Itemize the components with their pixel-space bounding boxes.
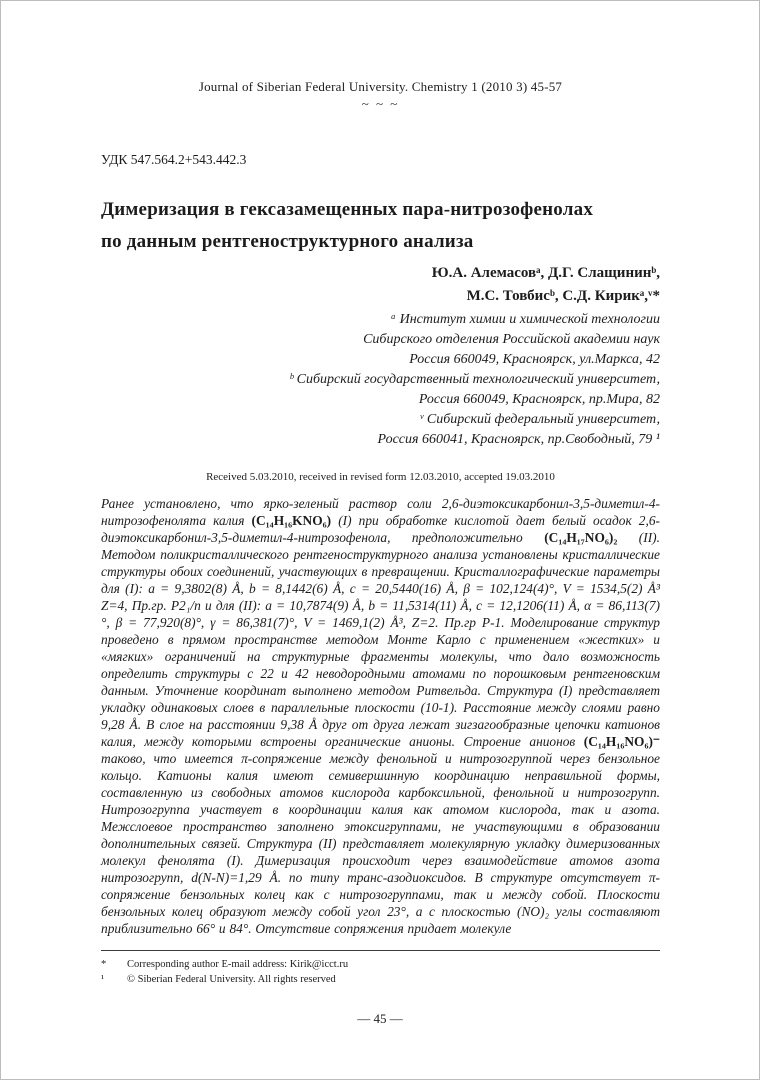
affiliations-block [101, 310, 660, 450]
footnote-corresponding-author [101, 957, 660, 972]
chemical-formula: (C₁₄H₁₇NO₆)₂ [544, 530, 618, 545]
affiliation-line: Сибирского отделения Российской академии наук [363, 332, 660, 347]
affiliation-line: ᵃ Институт химии и химической технологии [390, 312, 660, 327]
authors-line-1: Ю.А. Алемасовᵃ, Д.Г. Слащининᵇ, [431, 265, 660, 281]
journal-header-line: Journal of Siberian Federal University. Chemistry 1 (2010 3) 45-57 [198, 79, 563, 94]
footnote-block [101, 950, 660, 987]
chemical-formula: (C₁₄H₁₆NO₆)⁻ [583, 734, 660, 749]
abstract-text-segment: Ранее установлено, что ярко-зеленый раствор соли 2,6-диэтоксикарбонил-3,5-диметил-4-нитрозофенолята калия [101, 496, 660, 528]
footnote-marker: ¹ [101, 974, 105, 985]
footnote-copyright [101, 972, 660, 987]
paper-title [101, 194, 660, 258]
abstract-text-segment: (I) при обработке кислотой дает белый осадок 2,6-диэтоксикарбонил-3,5-диметил-4-нитрозофенола, предположительно [101, 513, 660, 545]
udk-code: УДК 547.564.2+543.442.3 [101, 152, 247, 167]
chemical-formula: (C₁₄H₁₆KNO₆) [251, 513, 332, 528]
affiliation-line: Россия 660049, Красноярск, пр.Мира, 82 [418, 392, 660, 407]
abstract-paragraph [101, 495, 660, 937]
received-dates-line: Received 5.03.2010, received in revised form 12.03.2010, accepted 19.03.2010 [206, 471, 555, 483]
footnote-text: © Siberian Federal University. All rights reserved [127, 974, 336, 985]
authors-line-2: М.С. Товбисᵇ, С.Д. Кирикᵃ,ᵛ* [466, 288, 660, 304]
abstract-text-segment: таково, что имеется π-сопряжение между фенольной и нитрозогруппой через бензольное кольцо. Катионы калия имеют семивершинную координацию неправильной формы, составленную из свободных атомов кислорода карбоксильной, фенольной и нитрозогрупп. Нитрозогруппа участвует в координации калия как атомом кислорода, так и азота. Межслоевое пространство заполнено этоксигруппами, не участвующими в образовании дополнительных связей. Структура (II) представляет молекулярную укладку димеризованных молекул фенолята (I). Димеризация происходит через взаимодействие атомов азота нитрозогрупп, d(N-N)=1,29 Å. по типу транс-азодиоксидов. В структуре отсутствует π-сопряжение бензольных колец как с нитрозогруппами, так и между собой. Плоскости бензольных колец образуют между собой угол 23°, а с плоскостью (NO)₂ углы составляют приблизительно 66° и 84°. Отсутствие сопряжения придает молекуле [101, 751, 660, 936]
affiliation-line: ᵇ Сибирский государственный технологический университет, [289, 372, 660, 387]
tilde-separator: ~ ~ ~ [361, 96, 400, 111]
footnote-text: Corresponding author E-mail address: Kirik@icct.ru [127, 959, 349, 970]
affiliation-line: ᵛ Сибирский федеральный университет, [419, 412, 660, 427]
footnote-marker: * [101, 959, 107, 970]
page-number: — 45 — [357, 1011, 403, 1026]
paper-title-line-1: Димеризация в гексазамещенных пара-нитрозофенолах [101, 199, 594, 220]
paper-title-line-2: по данным рентгеноструктурного анализа [101, 231, 474, 252]
footnote-rule [101, 950, 660, 951]
affiliation-line: Россия 660041, Красноярск, пр.Свободный, 79 ¹ [377, 432, 660, 447]
abstract-text-segment: (II). Методом поликристаллического рентгеноструктурного анализа установлены кристаллические структуры обоих соединений, участвующих в превращении. Кристаллографические параметры для (I): a = 9,3802(8) Å, b = 8,1442(6) Å, c = 20,5440(16) Å, β = 102,124(4)°, V = 1534,5(2) Å³ Z=4, Пр.гр. P2₁/n и для (II): a = 10,7874(9) Å, b = 11,5314(11) Å, c = 12,1206(11) Å, α = 86,113(7)°, β = 77,920(8)°, γ = 86,381(7)°, V = 1469,1(2) Å³, Z=2. Пр.гр P-1. Моделирование структур проведено в прямом пространстве методом Монте Карло с применением «жестких» и «мягких» ограничений на структурные фрагменты молекулы, что дало возможность определить структуры с 22 и 42 неводородными атомами по порошковым рентгеновским данным. Уточнение координат выполнено методом Ритвельда. Структура (I) представляет укладку одинаковых слоев в параллельные плоскости (10-1). Расстояние между слоями равно 9,28 Å. В слое на расстоянии 9,38 Å друг от друга лежат зигзагообразные цепочки катионов калия, между которыми встроены органические анионы. Строение анионов [101, 530, 660, 749]
affiliation-line: Россия 660049, Красноярск, ул.Маркса, 42 [409, 352, 660, 367]
authors-block [101, 262, 660, 308]
